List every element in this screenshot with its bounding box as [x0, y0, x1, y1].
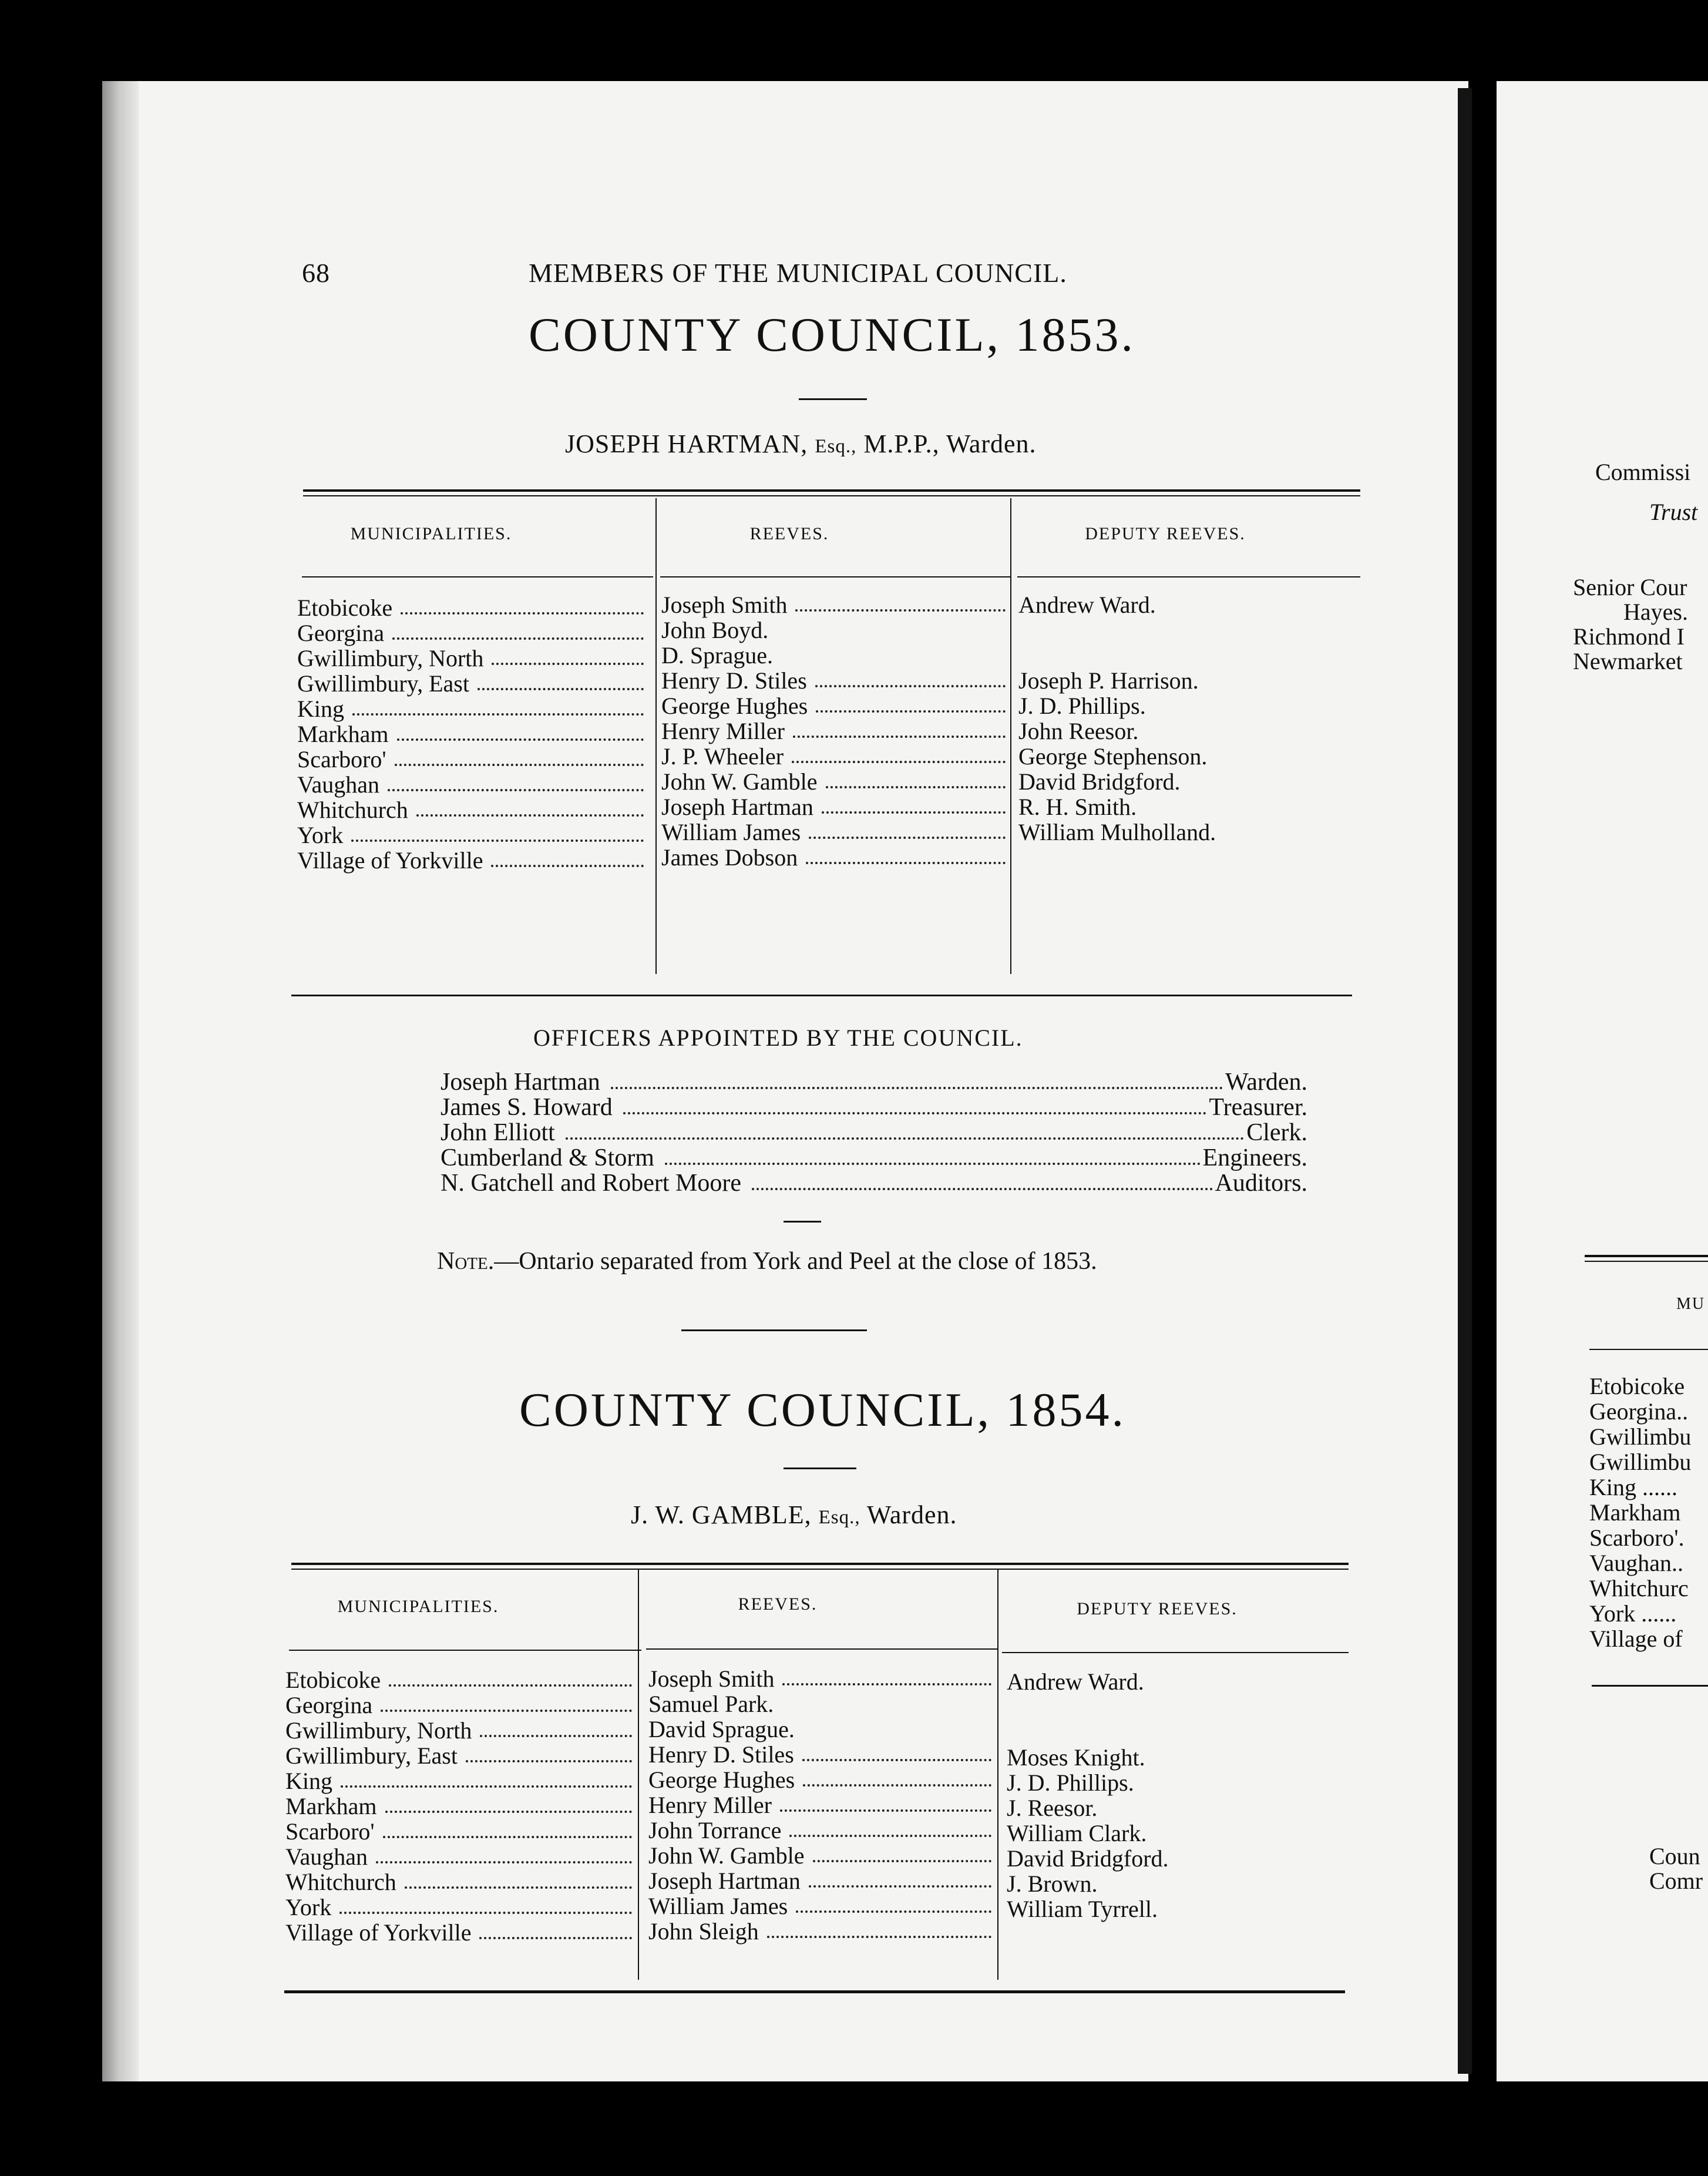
municipalities-column-1854 — [285, 1667, 636, 1945]
facing-line: Newmarket — [1573, 648, 1683, 674]
dot-leader — [803, 1784, 991, 1787]
officer-name: James S. Howard — [441, 1094, 613, 1121]
municipality-row-text: King — [285, 1768, 332, 1794]
reeve-row — [648, 1818, 995, 1843]
officer-row — [441, 1070, 1307, 1095]
deputy-reeve-row-text: William Tyrrell. — [1007, 1896, 1158, 1922]
officers-title: OFFICERS APPOINTED BY THE COUNCIL. — [533, 1025, 1023, 1051]
officer-office: Treasurer. — [1209, 1094, 1307, 1121]
page-edge — [1458, 88, 1472, 2074]
warden-esq: Esq., — [815, 436, 857, 457]
deputy-reeve-row — [1007, 1871, 1336, 1896]
municipality-row — [285, 1718, 636, 1743]
municipality-row — [285, 1920, 636, 1945]
dot-leader — [388, 789, 644, 791]
officer-office: Clerk. — [1246, 1119, 1307, 1146]
reeve-row — [648, 1691, 995, 1717]
dot-leader — [416, 814, 644, 817]
warden-name: JOSEPH HARTMAN, — [565, 429, 808, 458]
municipality-row-text: Etobicoke — [285, 1667, 381, 1693]
col-header-municipalities: MUNICIPALITIES. — [337, 1597, 499, 1616]
dot-leader — [401, 612, 644, 614]
running-head: MEMBERS OF THE MUNICIPAL COUNCIL. — [529, 258, 1067, 288]
deputy-reeve-row — [1007, 1846, 1336, 1871]
reeve-row — [648, 1868, 995, 1893]
reeve-row-text: William James — [661, 819, 801, 845]
municipality-row-text: Gwillimbury, East — [285, 1742, 458, 1769]
facing-page — [1497, 81, 1708, 2081]
municipality-row-text: Etobicoke — [297, 595, 393, 621]
reeve-row — [648, 1919, 995, 1944]
dot-leader — [392, 637, 644, 640]
municipality-row — [285, 1693, 636, 1718]
reeve-row — [661, 744, 1009, 769]
municipality-row-text: Gwillimbury, North — [297, 645, 484, 671]
dot-leader — [385, 1811, 632, 1813]
deputy-reeve-row — [1018, 845, 1347, 870]
note-text: —Ontario separated from York and Peel at the close of 1853. — [494, 1248, 1097, 1275]
deputy-reeve-row-text: J. Brown. — [1007, 1871, 1098, 1897]
reeve-row — [661, 845, 1009, 870]
reeve-row — [661, 643, 1009, 668]
dot-leader — [466, 1760, 632, 1762]
municipality-row — [285, 1819, 636, 1844]
municipality-row — [297, 671, 647, 696]
reeve-row — [661, 617, 1009, 643]
dot-leader — [351, 839, 644, 842]
reeve-row-text: David Sprague. — [648, 1716, 795, 1742]
table-top-rule — [1585, 1255, 1708, 1260]
deputy-reeve-row-text: J. D. Phillips. — [1007, 1769, 1134, 1796]
municipality-row-text: Scarboro' — [285, 1818, 375, 1845]
reeves-column-1853 — [661, 592, 1009, 870]
dot-leader — [623, 1112, 1207, 1114]
municipality-row-text: Vaughan — [285, 1843, 368, 1870]
dot-leader — [792, 761, 1006, 763]
deputy-reeve-row-text: David Bridgford. — [1007, 1845, 1169, 1872]
reeve-row-text: Samuel Park. — [648, 1691, 774, 1717]
deputy-reeve-row — [1018, 668, 1347, 693]
reeve-row-text: George Hughes — [661, 693, 808, 719]
municipality-row — [297, 696, 647, 721]
deputy-reeve-row-text: J. Reesor. — [1007, 1795, 1098, 1821]
council-1853-warden — [565, 429, 1037, 459]
dot-leader — [397, 738, 644, 741]
municipality-row — [285, 1667, 636, 1693]
municipality-row-text: King — [297, 696, 344, 722]
facing-line: Coun — [1649, 1843, 1700, 1869]
col-header-reeves: REEVES. — [749, 524, 829, 543]
table-top-rule — [303, 489, 1360, 494]
dot-leader — [809, 1885, 991, 1888]
facing-rows — [1589, 1374, 1691, 1651]
deputy-reeve-row-text: R. H. Smith. — [1018, 794, 1137, 820]
dot-leader — [352, 713, 644, 716]
deputy-reeve-row-text: Andrew Ward. — [1007, 1668, 1144, 1695]
deputy-reeve-row — [1007, 1745, 1336, 1770]
reeve-row-text: Joseph Hartman — [661, 794, 813, 820]
dot-leader — [789, 1835, 991, 1837]
dot-leader — [802, 1759, 991, 1761]
short-rule — [799, 398, 867, 400]
reeve-row-text: D. Sprague. — [661, 642, 773, 669]
facing-row: King ...... — [1589, 1474, 1677, 1500]
facing-row: Whitchurc — [1589, 1575, 1689, 1601]
header-rule — [1589, 1349, 1708, 1350]
header-rule — [646, 1648, 998, 1650]
reeve-row-text: John Torrance — [648, 1817, 782, 1843]
municipality-row-text: Village of Yorkville — [297, 847, 483, 874]
council-1854-title: COUNTY COUNCIL, 1854. — [519, 1383, 1127, 1436]
municipality-row — [285, 1869, 636, 1895]
column-divider — [655, 498, 657, 974]
deputy-reeves-column-1854 — [1007, 1669, 1336, 1947]
municipality-row — [285, 1768, 636, 1794]
reeve-row — [661, 820, 1009, 845]
header-rule — [289, 1650, 641, 1651]
municipality-row-text: Gwillimbury, North — [285, 1717, 472, 1744]
municipality-row — [297, 772, 647, 797]
reeve-row-text: Joseph Smith — [661, 592, 788, 618]
municipality-row — [285, 1794, 636, 1819]
dot-leader — [780, 1809, 991, 1812]
dot-leader — [752, 1188, 1212, 1190]
deputy-reeve-row-text: David Bridgford. — [1018, 768, 1181, 795]
facing-row: Village of — [1589, 1626, 1683, 1652]
col-header-municipalities: MUNICIPALITIES. — [350, 524, 512, 543]
warden-title: M.P.P., Warden. — [863, 429, 1037, 458]
reeve-row-text: William James — [648, 1893, 788, 1919]
dot-leader — [341, 1785, 632, 1788]
reeve-row-text: John W. Gamble — [648, 1842, 805, 1869]
reeve-row-text: John Sleigh — [648, 1918, 759, 1945]
reeve-row-text: James Dobson — [661, 844, 798, 871]
deputy-reeve-row — [1007, 1694, 1336, 1720]
dot-leader — [611, 1087, 1223, 1089]
warden-esq: Esq., — [818, 1507, 860, 1528]
deputy-reeve-row — [1018, 794, 1347, 820]
deputy-reeve-row — [1018, 769, 1347, 794]
municipality-row — [285, 1895, 636, 1920]
municipality-row-text: Scarboro' — [297, 746, 386, 773]
dot-leader — [479, 1937, 632, 1939]
deputy-reeve-row — [1018, 617, 1347, 643]
officer-name: Joseph Hartman — [441, 1069, 600, 1096]
municipality-row — [285, 1743, 636, 1768]
deputy-reeve-row — [1007, 1720, 1336, 1745]
reeve-row-text: Henry Miller — [661, 718, 785, 744]
municipality-row — [297, 721, 647, 747]
facing-row: Gwillimbu — [1589, 1449, 1692, 1475]
reeve-row-text: Henry D. Stiles — [661, 667, 807, 694]
dot-leader — [793, 736, 1006, 738]
deputy-reeve-row — [1007, 1922, 1336, 1947]
municipality-row — [297, 646, 647, 671]
header-rule — [1017, 576, 1360, 577]
reeve-row — [661, 718, 1009, 744]
column-divider — [638, 1569, 639, 1980]
deputy-reeve-row-text: J. D. Phillips. — [1018, 693, 1146, 719]
facing-col-header: MU — [1676, 1295, 1706, 1313]
dot-leader — [491, 865, 644, 867]
facing-line: Trust — [1649, 499, 1698, 525]
officer-office: Engineers. — [1202, 1144, 1307, 1171]
table-bottom-rule — [291, 995, 1352, 996]
municipality-row-text: Whitchurch — [285, 1869, 396, 1895]
dot-leader — [478, 688, 644, 690]
reeve-row-text: J. P. Wheeler — [661, 743, 784, 770]
officer-office: Auditors. — [1215, 1170, 1307, 1197]
note-label: Note. — [437, 1248, 495, 1275]
officer-row — [441, 1146, 1307, 1171]
short-rule — [784, 1221, 821, 1223]
officer-name: John Elliott — [441, 1119, 555, 1146]
short-rule — [784, 1468, 856, 1469]
reeve-row — [661, 769, 1009, 794]
municipality-row — [297, 595, 647, 620]
officers-list — [441, 1070, 1307, 1196]
reeve-row — [648, 1767, 995, 1792]
facing-row: Etobicoke — [1589, 1373, 1685, 1399]
deputy-reeves-column-1853 — [1018, 592, 1347, 870]
book-page — [102, 81, 1468, 2081]
deputy-reeve-row — [1018, 718, 1347, 744]
dot-leader — [813, 1860, 991, 1862]
reeve-row-text: Joseph Smith — [648, 1665, 775, 1692]
deputy-reeve-row-text: William Clark. — [1007, 1820, 1147, 1846]
table-bottom-rule — [1592, 1685, 1708, 1687]
reeve-row-text: John W. Gamble — [661, 768, 818, 795]
reeve-row — [648, 1742, 995, 1767]
deputy-reeve-row — [1018, 744, 1347, 769]
municipality-row-text: York — [285, 1894, 332, 1920]
officer-row — [441, 1120, 1307, 1146]
deputy-reeve-row-text: George Stephenson. — [1018, 743, 1208, 770]
page-number: 68 — [302, 258, 330, 288]
deputy-reeve-row — [1018, 693, 1347, 718]
municipality-row — [297, 620, 647, 646]
table-top-rule — [291, 1563, 1349, 1567]
reeve-row — [661, 794, 1009, 820]
municipality-row — [297, 822, 647, 848]
facing-line: Comr — [1649, 1868, 1703, 1894]
deputy-reeve-row — [1007, 1770, 1336, 1795]
municipality-row-text: Georgina — [297, 620, 385, 646]
dot-leader — [796, 1910, 991, 1913]
reeve-row-text: Joseph Hartman — [648, 1868, 801, 1894]
officer-name: Cumberland & Storm — [441, 1144, 654, 1171]
dot-leader — [826, 786, 1006, 788]
reeve-row — [661, 592, 1009, 617]
reeve-row-text: John Boyd. — [661, 617, 769, 643]
column-divider — [1010, 498, 1011, 974]
dot-leader — [339, 1912, 632, 1914]
facing-line: Senior Cour — [1573, 574, 1687, 600]
header-rule — [302, 576, 653, 577]
reeve-row-text: Henry D. Stiles — [648, 1741, 794, 1768]
reeve-row-text: Henry Miller — [648, 1792, 772, 1818]
officer-row — [441, 1171, 1307, 1196]
deputy-reeve-row-text: Andrew Ward. — [1018, 592, 1156, 618]
reeve-row — [661, 668, 1009, 693]
warden-title: Warden. — [866, 1500, 957, 1529]
municipality-row-text: Gwillimbury, East — [297, 670, 469, 697]
deputy-reeve-row — [1007, 1896, 1336, 1922]
municipality-row-text: Markham — [285, 1793, 377, 1819]
facing-row: Scarboro'. — [1589, 1524, 1685, 1551]
municipality-row-text: York — [297, 822, 344, 848]
officer-row — [441, 1095, 1307, 1120]
facing-row: Vaughan.. — [1589, 1550, 1683, 1576]
table-bottom-rule — [284, 1990, 1345, 1993]
deputy-reeve-row-text: Joseph P. Harrison. — [1018, 667, 1199, 694]
section-rule — [681, 1329, 867, 1331]
dot-leader — [492, 663, 644, 665]
dot-leader — [795, 609, 1006, 612]
council-1854-warden — [631, 1500, 957, 1530]
deputy-reeve-row — [1018, 820, 1347, 845]
col-header-reeves: REEVES. — [738, 1594, 818, 1614]
municipality-row — [297, 797, 647, 822]
dot-leader — [809, 837, 1006, 839]
deputy-reeve-row-text: William Mulholland. — [1018, 819, 1216, 845]
reeve-row-text: George Hughes — [648, 1767, 795, 1793]
header-rule — [660, 576, 1010, 577]
municipality-row — [297, 747, 647, 772]
officer-name: N. Gatchell and Robert Moore — [441, 1170, 742, 1197]
facing-row: Markham — [1589, 1499, 1681, 1526]
municipality-row-text: Markham — [297, 721, 389, 747]
dot-leader — [383, 1836, 632, 1838]
council-1853-title: COUNTY COUNCIL, 1853. — [529, 308, 1136, 361]
facing-line: Commissi — [1595, 459, 1691, 485]
municipalities-column-1853 — [297, 595, 647, 873]
facing-line: Richmond I — [1573, 623, 1685, 650]
dot-leader — [405, 1886, 632, 1889]
deputy-reeve-row — [1007, 1669, 1336, 1694]
municipality-row — [297, 848, 647, 873]
municipality-row-text: Village of Yorkville — [285, 1919, 472, 1946]
deputy-reeve-row — [1018, 592, 1347, 617]
reeve-row — [648, 1893, 995, 1919]
dot-leader — [822, 811, 1006, 814]
municipality-row — [285, 1844, 636, 1869]
col-header-deputy-reeves: DEPUTY REEVES. — [1085, 524, 1246, 543]
dot-leader — [806, 862, 1006, 864]
facing-row: York ...... — [1589, 1600, 1677, 1627]
facing-row: Gwillimbu — [1589, 1423, 1692, 1450]
dot-leader — [381, 1710, 632, 1712]
reeves-column-1854 — [648, 1666, 995, 1944]
deputy-reeve-row — [1007, 1795, 1336, 1821]
facing-line: Hayes. — [1623, 599, 1688, 625]
dot-leader — [816, 710, 1006, 713]
reeve-row — [648, 1666, 995, 1691]
column-divider — [997, 1569, 998, 1980]
note — [437, 1247, 1097, 1275]
deputy-reeve-row-text: Moses Knight. — [1007, 1744, 1145, 1771]
officer-office: Warden. — [1225, 1069, 1307, 1096]
col-header-deputy-reeves: DEPUTY REEVES. — [1077, 1599, 1238, 1618]
municipality-row-text: Whitchurch — [297, 797, 408, 823]
reeve-row — [648, 1717, 995, 1742]
deputy-reeve-row-text: John Reesor. — [1018, 718, 1139, 744]
dot-leader — [665, 1163, 1201, 1165]
deputy-reeve-row — [1007, 1821, 1336, 1846]
dot-leader — [389, 1684, 632, 1687]
reeve-row — [661, 693, 1009, 718]
dot-leader — [815, 685, 1006, 687]
municipality-row-text: Vaughan — [297, 771, 379, 798]
reeve-row — [648, 1792, 995, 1818]
facing-row: Georgina.. — [1589, 1398, 1689, 1425]
dot-leader — [480, 1735, 632, 1737]
dot-leader — [376, 1861, 632, 1863]
reeve-row — [648, 1843, 995, 1868]
dot-leader — [782, 1683, 991, 1685]
dot-leader — [566, 1137, 1244, 1140]
municipality-row-text: Georgina — [285, 1692, 373, 1718]
header-rule — [1002, 1652, 1349, 1653]
dot-leader — [767, 1936, 991, 1938]
dot-leader — [395, 764, 644, 766]
warden-name: J. W. GAMBLE, — [631, 1500, 812, 1529]
page-gutter-shadow — [102, 81, 139, 2081]
deputy-reeve-row — [1018, 643, 1347, 668]
